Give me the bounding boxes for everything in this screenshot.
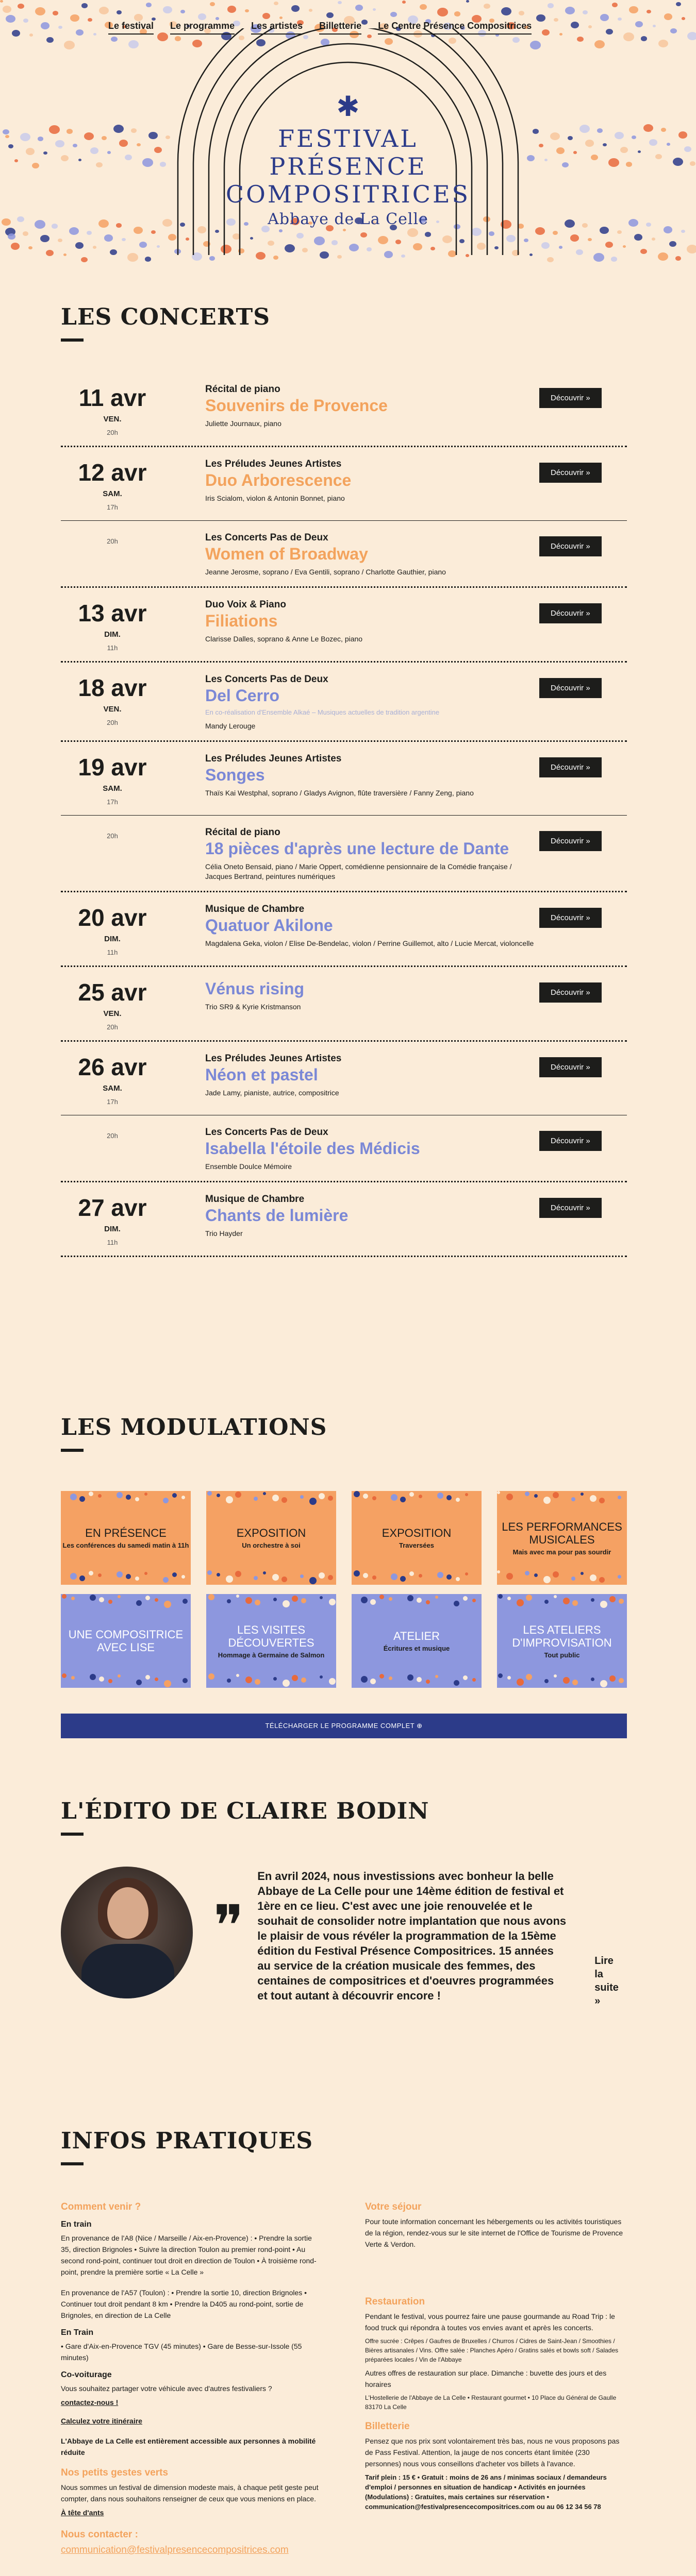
concert-weekday: SAM. [103,489,122,498]
covoiturage-text: Vous souhaitez partager votre véhicule avec d'autres festivaliers ? [61,2384,272,2393]
train-stations-text: • Gare d'Aix-en-Provence TGV (45 minutes) • Gare de Besse-sur-Issole (55 minutes) [61,2342,302,2362]
concert-category: Les Préludes Jeunes Artistes [205,1053,342,1064]
concert-date [61,753,164,806]
nav-le-festival[interactable]: Le festival [108,21,154,35]
concert-info [164,1127,539,1172]
concert-row [61,1115,627,1182]
concert-time: 17h [107,798,118,806]
restauration-other: Autres offres de restauration sur place. Dimanche : buvette des jours et des horaires [365,2369,607,2388]
concert-title[interactable]: Chants de lumière [205,1206,349,1225]
concert-day: 13 avr [78,600,147,626]
concert-category: Les Concerts Pas de Deux [205,674,328,685]
accessibility-text: L'Abbaye de La Celle est entièrement accessible aux personnes à mobilité réduite [61,2437,316,2456]
discover-button[interactable]: Découvrir » [539,757,602,777]
concert-date [61,1053,164,1106]
concert-info [164,753,539,806]
concert-row [61,742,627,816]
contact-email-link[interactable]: communication@festivalpresencecompositrices.com [61,2545,289,2555]
concert-weekday: SAM. [103,784,122,793]
modulation-title: LES ATELIERS D'IMPROVISATION [512,1623,612,1649]
concert-info [164,459,539,511]
nav-centre[interactable]: Le Centre Présence Compositrices [378,21,532,35]
restauration-address: L'Hostellerie de l'Abbaye de La Celle • Restaurant gourmet • 10 Place du Général de Gaulle 83170 La Celle [365,2394,617,2411]
title-underline [61,1449,84,1452]
concert-title[interactable]: Del Cerro [205,686,280,705]
concert-category: Duo Voix & Piano [205,599,286,610]
concert-day: 26 avr [78,1054,147,1080]
concert-weekday: DIM. [104,1225,121,1233]
gestes-verts-link[interactable]: À tête d'ants [61,2509,104,2517]
discover-button[interactable]: Découvrir » [539,1057,602,1077]
concert-performers: Juliette Journaux, piano [205,419,281,428]
concert-title[interactable]: 18 pièces d'après une lecture de Dante [205,839,509,858]
modulations-grid [61,1491,627,1688]
concert-weekday: DIM. [104,630,121,639]
logo-line-festival: FESTIVAL [278,125,418,152]
concert-subtitle: En co-réalisation d'Ensemble Alkaé – Musiques actuelles de tradition argentine [205,708,440,716]
concert-info [164,1194,539,1246]
sejour-text: Pour toute information concernant les hébergements ou les activités touristiques de la région, rendez-vous sur le site internet de l'Office de Tourisme de Provence Verte & Verdon. [365,2217,623,2248]
concert-day: 12 avr [78,459,147,486]
heading-gestes-verts: Nos petits gestes verts [61,2467,169,2478]
concert-performers: Clarisse Dalles, soprano & Anne Le Bozec, piano [205,635,363,643]
heading-en-train: En train [61,2220,92,2229]
concert-row [61,892,627,967]
concert-category: Musique de Chambre [205,1194,305,1205]
concert-title[interactable]: Néon et pastel [205,1065,318,1084]
modulation-card[interactable] [352,1491,482,1585]
concert-title[interactable]: Vénus rising [205,979,305,998]
modulation-card[interactable] [206,1594,336,1688]
modulation-title: UNE COMPOSITRICE AVEC LISE [68,1628,184,1654]
restauration-offers: Offre sucrée : Crêpes / Gaufres de Bruxelles / Churros / Cidres de Saint-Jean / Smoothies / Bières artisanales / Vins. Offre salée : Planches Apéro / Gratins salés et bowls soft / Salades préparées locales / Vin de l'Abbaye [365,2337,619,2363]
modulation-subtitle: Hommage à Germaine de Salmon [218,1651,325,1659]
concert-time: 20h [107,832,118,840]
modulation-title: EXPOSITION [382,1527,452,1539]
section-title-edito: L'ÉDITO DE CLAIRE BODIN [61,1798,429,1824]
concert-weekday: VEN. [103,415,122,423]
concert-weekday: SAM. [103,1084,122,1093]
concert-list [61,372,627,1257]
concert-date [61,532,164,577]
concert-title[interactable]: Women of Broadway [205,545,368,563]
concert-row [61,447,627,521]
concert-performers: Trio SR9 & Kyrie Kristmanson [205,1003,301,1011]
nav-billetterie[interactable]: Billetterie [319,21,361,35]
restauration-text: Pendant le festival, vous pourrez faire une pause gourmande au Road Trip : le food truck qui répondra à toutes vos envies avant et après les concerts. [365,2312,615,2332]
concert-title[interactable]: Duo Arborescence [205,471,352,489]
concert-date [61,599,164,652]
heading-covoiturage: Co-voiturage [61,2370,112,2379]
concert-time: 20h [107,719,118,726]
infos-right-column [365,2192,627,2556]
concert-performers: Jeanne Jerosme, soprano / Eva Gentili, soprano / Charlotte Gauthier, piano [205,568,446,576]
concert-info [164,827,539,882]
billetterie-text: Pensez que nos prix sont volontairement très bas, nous ne vous proposons pas de Pass Festival. Attention, la jauge de nos concerts étant limitée (230 personnes) nous vous conseillons d'acheter vos billets à l'avance. [365,2437,620,2468]
edito-section [61,1798,627,2008]
modulation-subtitle: Un orchestre à soi [242,1541,301,1549]
concert-date [61,674,164,731]
concert-info [164,384,539,436]
concert-info [164,599,539,652]
discover-button[interactable]: Découvrir » [539,388,602,408]
concert-weekday: VEN. [103,1009,122,1018]
discover-button[interactable]: Découvrir » [539,982,602,1003]
concert-day: 18 avr [78,674,147,701]
concert-row [61,663,627,742]
concert-performers: Trio Hayder [205,1229,243,1238]
concert-title[interactable]: Quatuor Akilone [205,916,333,935]
concert-time: 11h [107,1239,118,1246]
title-underline [61,2162,84,2165]
concert-performers: Magdalena Geka, violon / Elise De-Bendelac, violon / Perrine Guillemot, alto / Lucie Mercat, violoncelle [205,939,534,947]
concert-info [164,532,539,577]
concert-row [61,521,627,588]
concert-category: Les Préludes Jeunes Artistes [205,753,342,764]
route-a8-text: En provenance de l'A8 (Nice / Marseille / Aix-en-Provence) : • Prendre la sortie 35, direction Brignoles • Suivre la direction Toulon au premier rond-point • Au second rond-point, continuer tout droit en direction de Toulon • À troisième rond-point, prendre la première sortie « La Celle » [61,2234,317,2276]
concert-date [61,1194,164,1246]
concert-weekday: DIM. [104,935,121,943]
concert-row [61,1182,627,1257]
logo-line-abbaye: Abbaye de La Celle [268,210,428,228]
concert-date [61,904,164,956]
route-a57-text: En provenance de l'A57 (Toulon) : • Prendre la sortie 10, direction Brignoles • Continuer tout droit pendant 8 km • Prendre la D405 au rond-point, sortie de Brignoles, en direction de La Celle [61,2289,307,2319]
section-title-infos: INFOS PRATIQUES [61,2128,313,2154]
concert-date [61,1127,164,1172]
download-program-button[interactable]: TÉLÉCHARGER LE PROGRAMME COMPLET ⊕ [61,1714,627,1738]
concert-date [61,827,164,882]
concert-performers: Jade Lamy, pianiste, autrice, compositrice [205,1089,339,1097]
concert-weekday: VEN. [103,705,122,714]
contact-link[interactable]: contactez-nous ! [61,2398,119,2406]
concert-time: 11h [107,644,118,652]
section-title-modulations: LES MODULATIONS [61,1414,327,1440]
modulation-title: LES PERFORMANCES MUSICALES [502,1520,622,1546]
concert-day: 25 avr [78,979,147,1006]
concert-day: 27 avr [78,1194,147,1221]
concert-row [61,588,627,663]
modulation-title: EXPOSITION [236,1527,306,1539]
concert-category: Récital de piano [205,384,280,395]
modulation-title: LES VISITES DÉCOUVERTES [228,1623,314,1649]
heading-comment-venir: Comment venir ? [61,2201,141,2212]
concert-category: Les Concerts Pas de Deux [205,1127,328,1138]
heading-train: En Train [61,2328,94,2337]
portrait-claire-bodin [61,1867,193,1998]
concert-time: 20h [107,1132,118,1140]
concert-performers: Iris Scialom, violon & Antonin Bonnet, piano [205,494,345,502]
modulation-subtitle: Mais avec ma pour pas sourdir [512,1548,611,1556]
star-icon: ✱ [336,91,360,122]
modulation-card[interactable] [352,1594,482,1688]
concert-info [164,1053,539,1106]
concert-category: Les Préludes Jeunes Artistes [205,459,342,469]
concert-day: 20 avr [78,904,147,931]
concert-info [164,674,539,731]
concert-day: 19 avr [78,754,147,781]
modulation-subtitle: Écritures et musique [383,1645,450,1652]
discover-button[interactable]: Découvrir » [539,463,602,483]
concert-info [164,904,539,956]
discover-button[interactable]: Découvrir » [539,536,602,556]
concert-date [61,978,164,1031]
concert-date [61,384,164,436]
itinerary-link[interactable]: Calculez votre itinéraire [61,2417,142,2425]
concert-title[interactable]: Filiations [205,612,278,630]
concert-row [61,372,627,447]
modulation-card[interactable] [497,1594,627,1688]
modulation-card[interactable] [61,1594,191,1688]
section-title-concerts: LES CONCERTS [61,304,271,330]
concert-time: 20h [107,429,118,436]
edito-text: En avril 2024, nous investissions avec bonheur la belle Abbaye de La Celle pour une 14ème édition de festival et 1ère en ce lieu. C'est avec une joie renouvelée et le souhait de consolider notre implantation que nous avons le plaisir de vous révéler la programmation de la 15ème édition du Festival Présence Compositrices. 15 années au service de la création musicale des femmes, des centaines de compositrices et d'oeuvres programmées et tout autant à découvrir encore ! [257,1870,567,2002]
concert-time: 17h [107,1098,118,1106]
concert-title[interactable]: Souvenirs de Provence [205,396,388,415]
modulation-subtitle: Traversées [399,1541,434,1549]
heading-contact: Nous contacter : [61,2529,138,2540]
concert-category: Les Concerts Pas de Deux [205,532,328,543]
infos-section [61,2128,627,2556]
discover-button[interactable]: Découvrir » [539,678,602,698]
read-more-link[interactable]: Lire la suite » [594,1955,619,2007]
infos-left-column [61,2192,319,2556]
logo-line-presence: PRÉSENCE [269,152,427,180]
modulation-card[interactable] [206,1491,336,1585]
nav-le-programme[interactable]: Le programme [170,21,235,35]
modulation-title: ATELIER [393,1630,440,1642]
billetterie-prices: Tarif plein : 15 € • Gratuit : moins de 26 ans / minimas sociaux / demandeurs d'emploi / personnes en situation de handicap • Activités en journées (Modulations) : Gratuites, mais certaines sur réservation • communication@festivalpresencecompositrices.com ou au 06 12 34 56 78 [365,2473,607,2511]
concert-time: 20h [107,1023,118,1031]
concert-row [61,1042,627,1115]
concert-title[interactable]: Isabella l'étoile des Médicis [205,1139,420,1158]
concert-date [61,459,164,511]
concert-performers: Ensemble Doulce Mémoire [205,1162,292,1171]
main-nav [108,21,603,35]
modulation-subtitle: Les conférences du samedi matin à 11h [62,1541,189,1549]
modulation-card[interactable] [497,1491,627,1585]
quote-icon: ❞ [213,1893,244,1959]
concert-title[interactable]: Songes [205,766,265,784]
concert-performers: Mandy Lerouge [205,722,256,730]
concert-performers: Célia Oneto Bensaid, piano / Marie Oppert, comédienne pensionnaire de la Comédie française / Jacques Bertrand, peintures numériques [205,862,512,880]
title-underline [61,338,84,342]
concert-time: 11h [107,948,118,956]
concert-category: Musique de Chambre [205,904,305,914]
discover-button[interactable]: Découvrir » [539,831,602,851]
concert-row [61,967,627,1042]
heading-restauration: Restauration [365,2296,425,2307]
concerts-section [61,304,627,1257]
heading-billetterie: Billetterie [365,2421,410,2432]
modulation-subtitle: Tout public [544,1651,580,1659]
discover-button[interactable]: Découvrir » [539,1198,602,1218]
discover-button[interactable]: Découvrir » [539,908,602,928]
heading-sejour: Votre séjour [365,2201,422,2212]
modulation-card[interactable] [61,1491,191,1585]
nav-les-artistes[interactable]: Les artistes [251,21,303,35]
discover-button[interactable]: Découvrir » [539,603,602,623]
hero-header [0,0,696,268]
concert-performers: Thaïs Kai Westphal, soprano / Gladys Avignon, flûte traversière / Fanny Zeng, piano [205,789,474,797]
logo-line-compositrices: COMPOSITRICES [225,180,471,208]
gestes-verts-text: Nous sommes un festival de dimension modeste mais, à chaque petit geste peut compter, dans nous souhaitons renseigner de ceux que vous menions en place. [61,2483,319,2503]
concert-day: 11 avr [78,384,146,411]
modulations-section [61,1414,627,1738]
discover-button[interactable]: Découvrir » [539,1131,602,1151]
title-underline [61,1833,84,1836]
concert-info [164,978,539,1031]
concert-category: Récital de piano [205,827,280,838]
concert-row [61,816,627,892]
festival-logo[interactable] [0,93,696,228]
modulation-title: EN PRÉSENCE [85,1527,167,1539]
concert-time: 17h [107,503,118,511]
concert-time: 20h [107,537,118,545]
